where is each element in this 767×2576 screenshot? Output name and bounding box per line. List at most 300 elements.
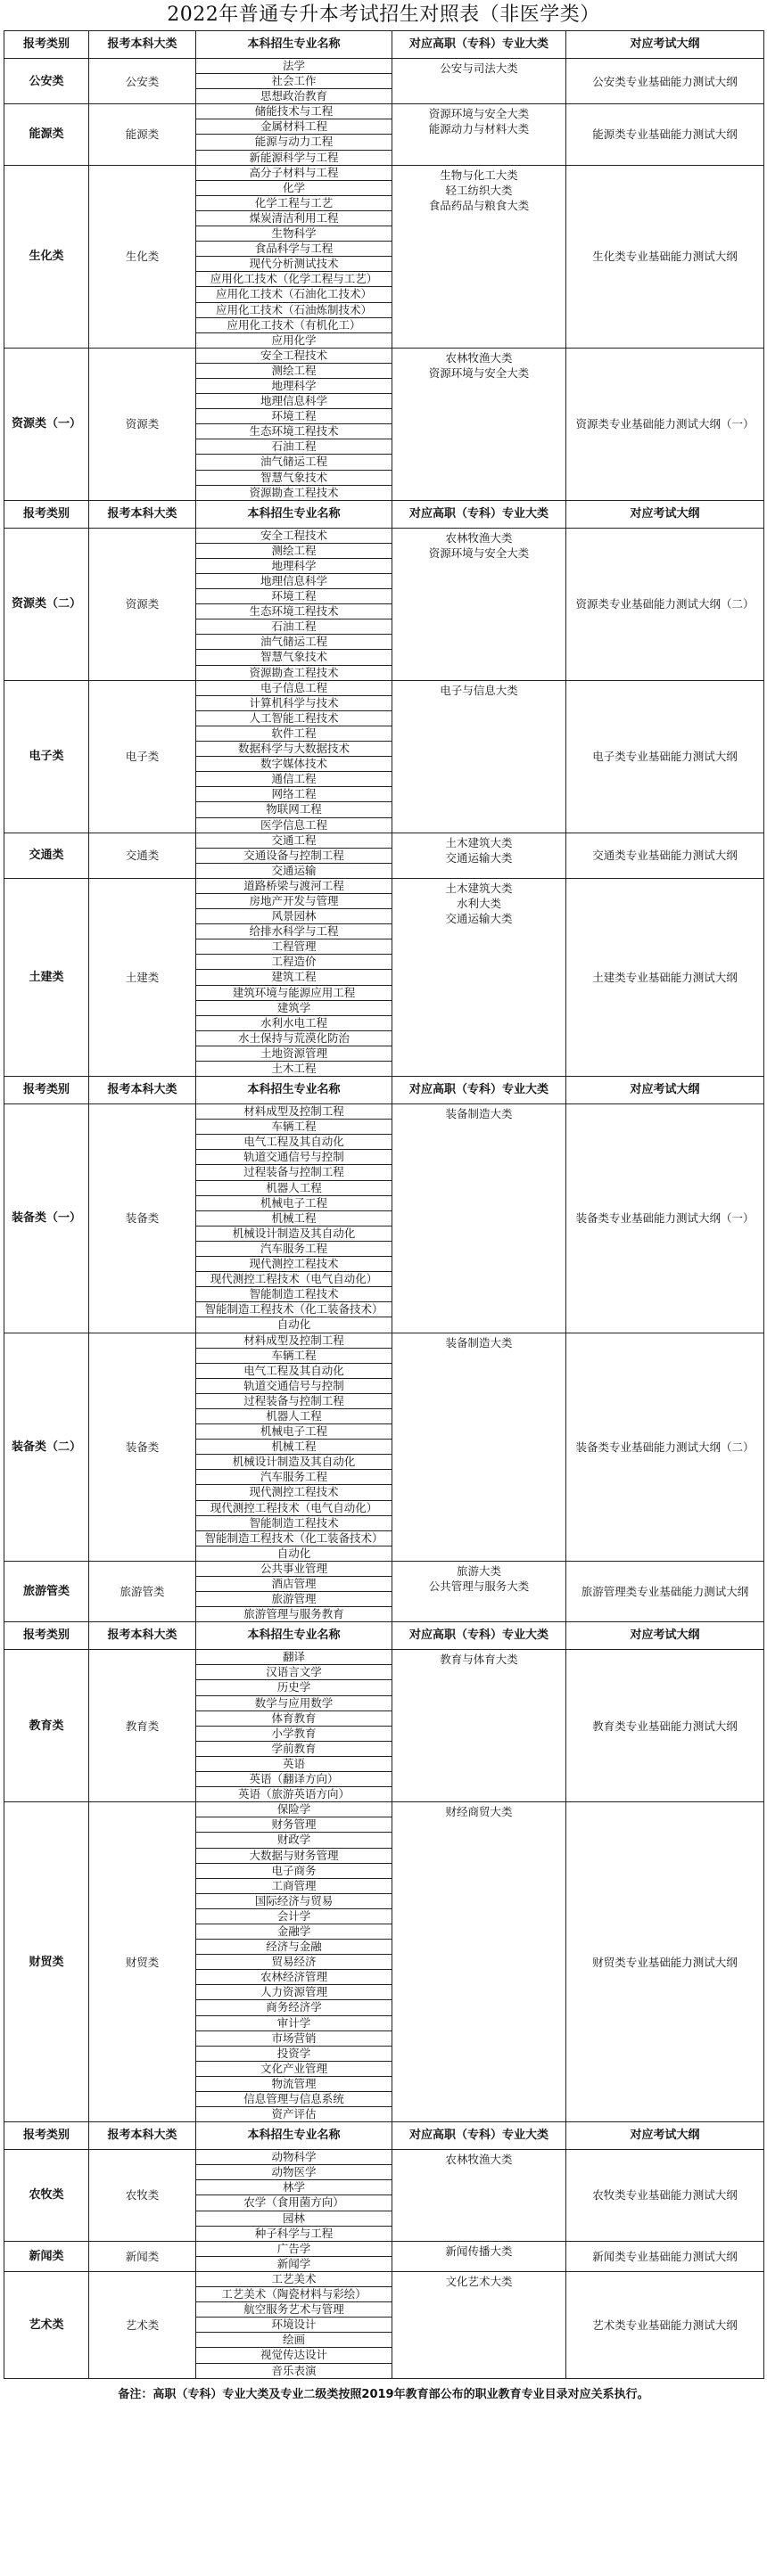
category-row — [4, 1104, 764, 1333]
major-item: 应用化学 — [271, 332, 317, 347]
undergrad-class: 新闻类 — [89, 2241, 196, 2271]
major-item: 资产评估 — [271, 2107, 317, 2121]
major-item: 油气储运工程 — [196, 455, 392, 470]
major-item: 汉语言文学 — [196, 1665, 392, 1680]
major-item: 通信工程 — [196, 772, 392, 787]
syllabus: 公安类专业基础能力测试大纲 — [566, 59, 764, 104]
major-item: 能源与动力工程 — [196, 135, 392, 150]
major-item: 化学工程与工艺 — [196, 196, 392, 211]
major-list — [196, 528, 392, 680]
major-item: 材料成型及控制工程 — [196, 1333, 392, 1349]
exam-category: 土建类 — [4, 878, 89, 1076]
major-item: 种子科学与工程 — [254, 2226, 334, 2240]
major-item: 机械设计制造及其自动化 — [196, 1226, 392, 1242]
major-item: 水土保持与荒漠化防治 — [196, 1031, 392, 1046]
major-item: 现代测控工程技术 — [196, 1257, 392, 1272]
major-item: 会计学 — [196, 1909, 392, 1924]
major-list — [196, 2150, 392, 2242]
column-header: 报考本科大类 — [89, 1622, 196, 1650]
major-item: 数字媒体技术 — [196, 757, 392, 772]
major-item: 软件工程 — [196, 726, 392, 742]
vocational-classes — [392, 528, 566, 680]
major-item: 食品科学与工程 — [196, 242, 392, 257]
major-item: 新能源科学与工程 — [249, 150, 339, 164]
major-item: 建筑学 — [196, 1001, 392, 1016]
column-header: 对应考试大纲 — [566, 2122, 764, 2150]
vocational-classes — [392, 1802, 566, 2122]
major-item: 计算机科学与技术 — [196, 696, 392, 711]
vocational-classes — [392, 2241, 566, 2271]
major-item: 智慧气象技术 — [196, 471, 392, 486]
vocational-classes — [392, 1650, 566, 1802]
syllabus: 艺术类专业基础能力测试大纲 — [566, 2271, 764, 2378]
vocational-classes — [392, 1104, 566, 1333]
admission-table — [4, 30, 764, 2379]
exam-category: 农牧类 — [4, 2150, 89, 2242]
major-item: 商务经济学 — [196, 2000, 392, 2015]
undergrad-class: 交通类 — [89, 833, 196, 878]
major-item: 现代测控工程技术（电气自动化） — [196, 1501, 392, 1516]
major-list — [196, 1104, 392, 1333]
major-item: 英语（翻译方向） — [196, 1772, 392, 1787]
major-item: 汽车服务工程 — [196, 1470, 392, 1485]
syllabus: 交通类专业基础能力测试大纲 — [566, 833, 764, 878]
category-row — [4, 59, 764, 104]
column-header: 报考类别 — [4, 2122, 89, 2150]
syllabus: 电子类专业基础能力测试大纲 — [566, 680, 764, 833]
major-item: 现代测控工程技术（电气自动化） — [196, 1272, 392, 1287]
major-item: 贸易经济 — [196, 1955, 392, 1970]
vocational-class: 轻工纺织大类 — [445, 183, 513, 197]
major-item: 机械电子工程 — [196, 1196, 392, 1211]
major-item: 工艺美术 — [196, 2272, 392, 2287]
major-item: 环境工程 — [196, 409, 392, 424]
vocational-class: 装备制造大类 — [445, 1107, 513, 1121]
exam-category: 装备类（一） — [4, 1104, 89, 1333]
major-item: 音乐表演 — [271, 2363, 317, 2377]
vocational-classes — [392, 833, 566, 878]
major-item: 环境工程 — [196, 589, 392, 604]
major-item: 保险学 — [196, 1802, 392, 1817]
major-item: 电子商务 — [196, 1864, 392, 1879]
vocational-class: 土木建筑大类 — [445, 835, 513, 849]
category-row — [4, 2150, 764, 2242]
major-item: 数学与应用数学 — [196, 1696, 392, 1711]
major-item: 审计学 — [196, 2016, 392, 2031]
column-header: 报考本科大类 — [89, 1077, 196, 1104]
major-item: 智能制造工程技术 — [196, 1287, 392, 1302]
major-item: 车辆工程 — [196, 1349, 392, 1364]
column-header: 对应高职（专科）专业大类 — [392, 2122, 566, 2150]
major-item: 英语（旅游英语方向） — [237, 1787, 350, 1801]
column-header: 报考类别 — [4, 31, 89, 59]
vocational-classes — [392, 59, 566, 104]
major-item: 资源勘查工程技术 — [249, 485, 339, 499]
column-header: 对应考试大纲 — [566, 1622, 764, 1650]
header-row — [4, 500, 764, 528]
column-header: 报考类别 — [4, 1622, 89, 1650]
exam-category: 旅游管类 — [4, 1561, 89, 1621]
category-row — [4, 680, 764, 833]
major-item: 法学 — [196, 59, 392, 74]
major-item: 风景园林 — [196, 909, 392, 924]
exam-category: 能源类 — [4, 104, 89, 165]
undergrad-class: 能源类 — [89, 104, 196, 165]
major-item: 旅游管理 — [196, 1592, 392, 1607]
major-item: 土木工程 — [271, 1062, 317, 1075]
major-item: 高分子材料与工程 — [196, 166, 392, 181]
major-item: 自动化 — [276, 1317, 311, 1332]
major-list — [196, 348, 392, 500]
vocational-classes — [392, 680, 566, 833]
major-item: 社会工作 — [196, 74, 392, 89]
major-item: 翻译 — [196, 1650, 392, 1665]
undergrad-class: 装备类 — [89, 1333, 196, 1561]
syllabus: 教育类专业基础能力测试大纲 — [566, 1650, 764, 1802]
major-item: 石油工程 — [196, 619, 392, 635]
major-item: 物联网工程 — [196, 802, 392, 817]
major-item: 化学 — [196, 181, 392, 196]
major-list — [196, 1802, 392, 2122]
major-item: 轨道交通信号与控制 — [196, 1379, 392, 1394]
vocational-class: 公共管理与服务大类 — [428, 1579, 530, 1593]
major-item: 思想政治教育 — [260, 89, 327, 103]
column-header: 报考类别 — [4, 1077, 89, 1104]
vocational-class: 农林牧渔大类 — [445, 530, 513, 545]
category-row — [4, 165, 764, 348]
column-header: 对应考试大纲 — [566, 31, 764, 59]
column-header: 本科招生专业名称 — [196, 500, 392, 528]
major-item: 智能制造工程技术（化工装备技术） — [196, 1302, 392, 1317]
undergrad-class: 公安类 — [89, 59, 196, 104]
major-item: 生态环境工程技术 — [196, 424, 392, 439]
major-item: 农学（食用菌方向） — [196, 2195, 392, 2211]
column-header: 对应高职（专科）专业大类 — [392, 1622, 566, 1650]
category-row — [4, 2241, 764, 2271]
major-item: 环境设计 — [196, 2318, 392, 2333]
vocational-classes — [392, 878, 566, 1076]
category-row — [4, 1333, 764, 1561]
major-list — [196, 2241, 392, 2271]
undergrad-class: 土建类 — [89, 878, 196, 1076]
category-row — [4, 1650, 764, 1802]
column-header: 对应高职（专科）专业大类 — [392, 1077, 566, 1104]
major-item: 智慧气象技术 — [196, 650, 392, 665]
vocational-class: 公安与司法大类 — [440, 62, 518, 75]
major-item: 历史学 — [196, 1680, 392, 1695]
major-item: 材料成型及控制工程 — [196, 1104, 392, 1120]
major-item: 金属材料工程 — [196, 119, 392, 135]
syllabus: 资源类专业基础能力测试大纲（一） — [566, 348, 764, 500]
major-item: 油气储运工程 — [196, 635, 392, 650]
category-row — [4, 528, 764, 680]
major-item: 人工智能工程技术 — [196, 711, 392, 726]
major-item: 地理信息科学 — [196, 394, 392, 409]
major-item: 动物科学 — [196, 2150, 392, 2165]
column-header: 对应高职（专科）专业大类 — [392, 31, 566, 59]
major-item: 绘画 — [196, 2333, 392, 2348]
major-item: 机械电子工程 — [196, 1424, 392, 1440]
header-row — [4, 2122, 764, 2150]
major-list — [196, 165, 392, 348]
major-list — [196, 1333, 392, 1561]
major-item: 道路桥梁与渡河工程 — [196, 879, 392, 894]
vocational-class: 水利大类 — [456, 896, 501, 910]
vocational-class: 资源环境与安全大类 — [428, 107, 530, 121]
major-item: 建筑工程 — [196, 970, 392, 985]
vocational-class: 农林牧渔大类 — [445, 2153, 513, 2167]
column-header: 报考本科大类 — [89, 31, 196, 59]
major-item: 交通工程 — [196, 833, 392, 849]
vocational-class: 财经商贸大类 — [445, 1805, 513, 1819]
major-item: 交通运输 — [271, 863, 317, 877]
major-list — [196, 878, 392, 1076]
vocational-classes — [392, 1333, 566, 1561]
syllabus: 旅游管理类专业基础能力测试大纲 — [566, 1561, 764, 1621]
major-item: 农林经济管理 — [196, 1970, 392, 1985]
major-item: 人力资源管理 — [196, 1985, 392, 2000]
major-item: 现代分析测试技术 — [196, 257, 392, 272]
major-item: 工艺美术（陶瓷材料与彩绘） — [196, 2287, 392, 2302]
major-item: 安全工程技术 — [196, 349, 392, 364]
column-header: 报考本科大类 — [89, 2122, 196, 2150]
vocational-class: 农林牧渔大类 — [445, 350, 513, 365]
syllabus: 生化类专业基础能力测试大纲 — [566, 165, 764, 348]
column-header: 本科招生专业名称 — [196, 2122, 392, 2150]
vocational-classes — [392, 2271, 566, 2378]
major-item: 机械设计制造及其自动化 — [196, 1455, 392, 1470]
major-item: 物流管理 — [196, 2077, 392, 2092]
category-row — [4, 2271, 764, 2378]
vocational-class: 文化艺术大类 — [445, 2274, 513, 2288]
column-header: 报考本科大类 — [89, 500, 196, 528]
column-header: 本科招生专业名称 — [196, 31, 392, 59]
major-item: 市场营销 — [196, 2031, 392, 2047]
major-item: 动物医学 — [196, 2165, 392, 2180]
major-item: 资源勘查工程技术 — [249, 665, 339, 679]
syllabus: 装备类专业基础能力测试大纲（二） — [566, 1333, 764, 1561]
major-list — [196, 104, 392, 165]
exam-category: 装备类（二） — [4, 1333, 89, 1561]
exam-category: 生化类 — [4, 165, 89, 348]
major-item: 机器人工程 — [196, 1181, 392, 1196]
exam-category: 教育类 — [4, 1650, 89, 1802]
major-list — [196, 680, 392, 833]
undergrad-class: 艺术类 — [89, 2271, 196, 2378]
vocational-classes — [392, 1561, 566, 1621]
major-item: 地理科学 — [196, 379, 392, 394]
major-item: 机械工程 — [196, 1211, 392, 1226]
major-item: 安全工程技术 — [196, 529, 392, 544]
vocational-class: 交通运输大类 — [445, 911, 513, 925]
major-item: 汽车服务工程 — [196, 1242, 392, 1257]
undergrad-class: 旅游管类 — [89, 1561, 196, 1621]
category-row — [4, 833, 764, 878]
major-item: 储能技术与工程 — [196, 104, 392, 119]
major-item: 视觉传达设计 — [196, 2348, 392, 2363]
vocational-class: 生物与化工大类 — [440, 168, 518, 182]
major-item: 体育教育 — [196, 1711, 392, 1727]
category-row — [4, 104, 764, 165]
undergrad-class: 资源类 — [89, 348, 196, 500]
exam-category: 新闻类 — [4, 2241, 89, 2271]
major-item: 园林 — [196, 2211, 392, 2227]
major-item: 过程装备与控制工程 — [196, 1165, 392, 1180]
syllabus: 土建类专业基础能力测试大纲 — [566, 878, 764, 1076]
major-item: 医学信息工程 — [260, 817, 327, 832]
major-item: 给排水科学与工程 — [196, 924, 392, 939]
vocational-classes — [392, 348, 566, 500]
major-item: 工程管理 — [196, 939, 392, 955]
major-item: 工商管理 — [196, 1879, 392, 1894]
category-row — [4, 878, 764, 1076]
header-row — [4, 31, 764, 59]
undergrad-class: 教育类 — [89, 1650, 196, 1802]
major-item: 石油工程 — [196, 439, 392, 455]
undergrad-class: 资源类 — [89, 528, 196, 680]
column-header: 对应考试大纲 — [566, 1077, 764, 1104]
major-item: 新闻学 — [276, 2256, 311, 2270]
major-item: 水利水电工程 — [196, 1016, 392, 1031]
major-item: 现代测控工程技术 — [196, 1485, 392, 1500]
undergrad-class: 装备类 — [89, 1104, 196, 1333]
major-item: 小学教育 — [196, 1727, 392, 1742]
column-header: 报考类别 — [4, 500, 89, 528]
major-item: 金融学 — [196, 1924, 392, 1940]
major-item: 工程造价 — [196, 955, 392, 970]
major-item: 财务管理 — [196, 1817, 392, 1833]
vocational-classes — [392, 104, 566, 165]
major-item: 旅游管理与服务教育 — [243, 1607, 344, 1621]
major-item: 测绘工程 — [196, 364, 392, 379]
major-item: 应用化工技术（石油炼制技术） — [196, 303, 392, 318]
column-header: 本科招生专业名称 — [196, 1622, 392, 1650]
vocational-class: 新闻传播大类 — [445, 2244, 513, 2258]
major-list — [196, 59, 392, 104]
major-item: 电子信息工程 — [196, 681, 392, 696]
vocational-class: 食品药品与粮食大类 — [428, 198, 530, 212]
major-item: 地理信息科学 — [196, 574, 392, 589]
vocational-class: 教育与体育大类 — [440, 1653, 518, 1667]
major-item: 轨道交通信号与控制 — [196, 1150, 392, 1165]
category-row — [4, 1802, 764, 2122]
exam-category: 资源类（一） — [4, 348, 89, 500]
exam-category: 艺术类 — [4, 2271, 89, 2378]
syllabus: 能源类专业基础能力测试大纲 — [566, 104, 764, 165]
major-item: 数据科学与大数据技术 — [196, 742, 392, 757]
exam-category: 财贸类 — [4, 1802, 89, 2122]
major-item: 网络工程 — [196, 787, 392, 802]
major-item: 应用化工技术（化学工程与工艺） — [196, 272, 392, 287]
major-item: 国际经济与贸易 — [196, 1894, 392, 1909]
major-list — [196, 2271, 392, 2378]
syllabus: 财贸类专业基础能力测试大纲 — [566, 1802, 764, 2122]
major-item: 房地产开发与管理 — [196, 894, 392, 909]
vocational-classes — [392, 165, 566, 348]
category-row — [4, 348, 764, 500]
major-list — [196, 833, 392, 878]
vocational-class: 资源环境与安全大类 — [428, 546, 530, 560]
major-item: 经济与金融 — [196, 1940, 392, 1955]
major-item: 交通设备与控制工程 — [196, 849, 392, 864]
major-item: 过程装备与控制工程 — [196, 1394, 392, 1409]
major-item: 生物科学 — [196, 226, 392, 242]
undergrad-class: 生化类 — [89, 165, 196, 348]
major-item: 信息管理与信息系统 — [196, 2092, 392, 2107]
major-list — [196, 1650, 392, 1802]
major-item: 土地资源管理 — [196, 1046, 392, 1062]
major-item: 智能制造工程技术（化工装备技术） — [196, 1531, 392, 1546]
syllabus: 资源类专业基础能力测试大纲（二） — [566, 528, 764, 680]
undergrad-class: 财贸类 — [89, 1802, 196, 2122]
table-body — [4, 31, 764, 2379]
major-item: 自动化 — [276, 1546, 311, 1560]
undergrad-class: 电子类 — [89, 680, 196, 833]
major-item: 地理科学 — [196, 559, 392, 574]
major-item: 电气工程及其自动化 — [196, 1364, 392, 1379]
syllabus: 农牧类专业基础能力测试大纲 — [566, 2150, 764, 2242]
major-item: 机器人工程 — [196, 1409, 392, 1424]
major-item: 应用化工技术（有机化工） — [196, 318, 392, 333]
major-item: 学前教育 — [196, 1742, 392, 1757]
major-item: 机械工程 — [196, 1440, 392, 1455]
exam-category: 资源类（二） — [4, 528, 89, 680]
major-item: 公共事业管理 — [196, 1562, 392, 1577]
major-item: 财政学 — [196, 1833, 392, 1848]
vocational-class: 旅游大类 — [456, 1563, 501, 1578]
exam-category: 电子类 — [4, 680, 89, 833]
header-row — [4, 1622, 764, 1650]
major-item: 应用化工技术（石油化工技术） — [196, 287, 392, 302]
column-header: 对应高职（专科）专业大类 — [392, 500, 566, 528]
header-row — [4, 1077, 764, 1104]
vocational-class: 电子与信息大类 — [440, 683, 518, 697]
major-item: 测绘工程 — [196, 544, 392, 559]
major-item: 大数据与财务管理 — [196, 1849, 392, 1864]
major-item: 电气工程及其自动化 — [196, 1135, 392, 1150]
major-item: 英语 — [196, 1757, 392, 1772]
page-title: 2022年普通专升本考试招生对照表（非医学类） — [167, 4, 600, 26]
vocational-class: 能源动力与材料大类 — [428, 122, 530, 136]
major-item: 酒店管理 — [196, 1577, 392, 1592]
column-header: 对应考试大纲 — [566, 500, 764, 528]
vocational-class: 交通运输大类 — [445, 850, 513, 865]
column-header: 本科招生专业名称 — [196, 1077, 392, 1104]
footnote: 备注：高职（专科）专业大类及专业二级类按照2019年教育部公布的职业教育专业目录对应关系执行。 — [118, 2387, 649, 2401]
exam-category: 公安类 — [4, 59, 89, 104]
major-item: 建筑环境与能源应用工程 — [196, 986, 392, 1001]
major-item: 文化产业管理 — [196, 2062, 392, 2077]
category-row — [4, 1561, 764, 1621]
major-item: 智能制造工程技术 — [196, 1516, 392, 1531]
major-item: 航空服务艺术与管理 — [196, 2302, 392, 2318]
vocational-classes — [392, 2150, 566, 2242]
vocational-class: 资源环境与安全大类 — [428, 365, 530, 380]
major-list — [196, 1561, 392, 1621]
major-item: 生态环境工程技术 — [196, 604, 392, 619]
major-item: 林学 — [196, 2180, 392, 2195]
vocational-class: 装备制造大类 — [445, 1335, 513, 1350]
syllabus: 新闻类专业基础能力测试大纲 — [566, 2241, 764, 2271]
major-item: 投资学 — [196, 2047, 392, 2062]
exam-category: 交通类 — [4, 833, 89, 878]
syllabus: 装备类专业基础能力测试大纲（一） — [566, 1104, 764, 1333]
undergrad-class: 农牧类 — [89, 2150, 196, 2242]
vocational-class: 土木建筑大类 — [445, 881, 513, 895]
major-item: 广告学 — [196, 2242, 392, 2257]
major-item: 车辆工程 — [196, 1120, 392, 1135]
major-item: 煤炭清洁利用工程 — [196, 211, 392, 226]
